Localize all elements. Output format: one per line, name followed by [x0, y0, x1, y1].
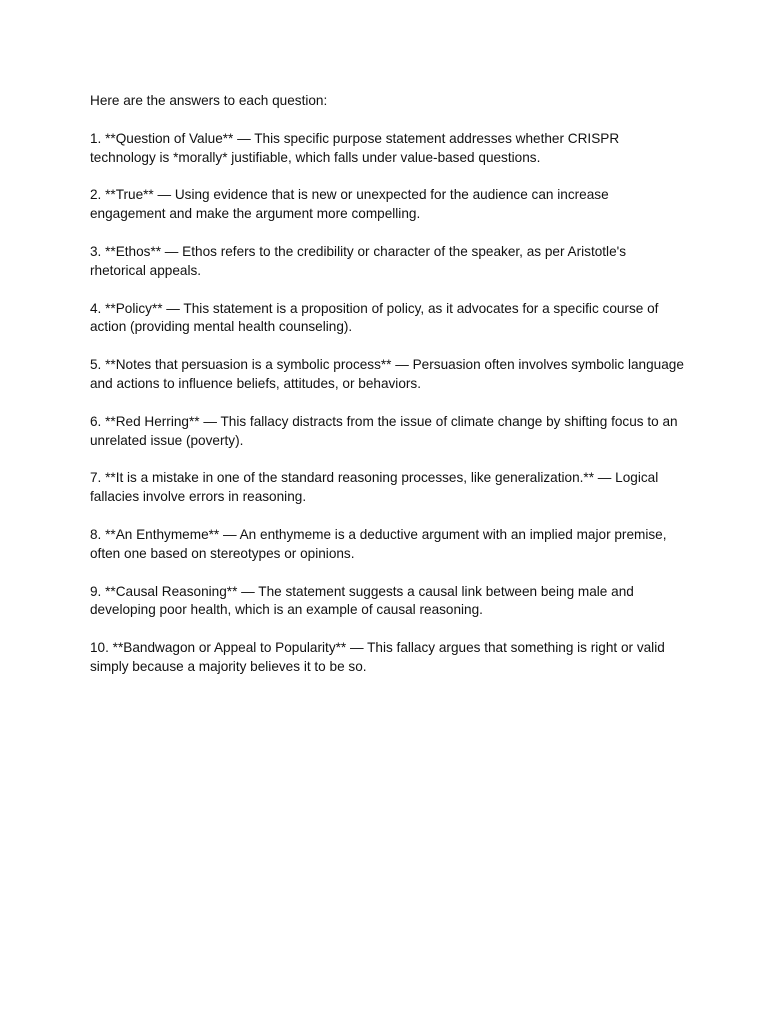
answer-item-6: 6. **Red Herring** — This fallacy distracts from the issue of climate change by shifting focus to an unrelated issue (poverty).	[90, 413, 678, 448]
answer-item-4: 4. **Policy** — This statement is a proposition of policy, as it advocates for a specific course of action (providing mental health counseling).	[90, 300, 659, 335]
answer-item-8: 8. **An Enthymeme** — An enthymeme is a deductive argument with an implied major premise, often one based on stereotypes or opinions.	[90, 526, 667, 561]
answer-item-10: 10. **Bandwagon or Appeal to Popularity** — This fallacy argues that something is right or valid simply because a majority believes it to be so.	[90, 640, 665, 674]
answer-item-7: 7. **It is a mistake in one of the standard reasoning processes, like generalization.** — Logical fallacies involve errors in reasoning.	[90, 470, 659, 505]
intro-text: Here are the answers to each question:	[90, 93, 328, 108]
answer-item-5: 5. **Notes that persuasion is a symbolic process** — Persuasion often involves symbolic language and actions to influence beliefs, attitudes, or behaviors.	[90, 357, 684, 391]
answer-item-2: 2. **True** — Using evidence that is new or unexpected for the audience can increase engagement and make the argument more compelling.	[90, 187, 609, 222]
answer-item-9: 9. **Causal Reasoning** — The statement suggests a causal link between being male and developing poor health, which is an example of causal reasoning.	[90, 583, 634, 618]
answer-item-3: 3. **Ethos** — Ethos refers to the credibility or character of the speaker, as per Aristotle's rhetorical appeals.	[90, 243, 627, 278]
answer-item-1: 1. **Question of Value** — This specific purpose statement addresses whether CRISPR technology is *morally* justifiable, which falls under value-based questions.	[90, 130, 620, 165]
answer-list	[90, 130, 684, 677]
document-body	[90, 92, 684, 696]
